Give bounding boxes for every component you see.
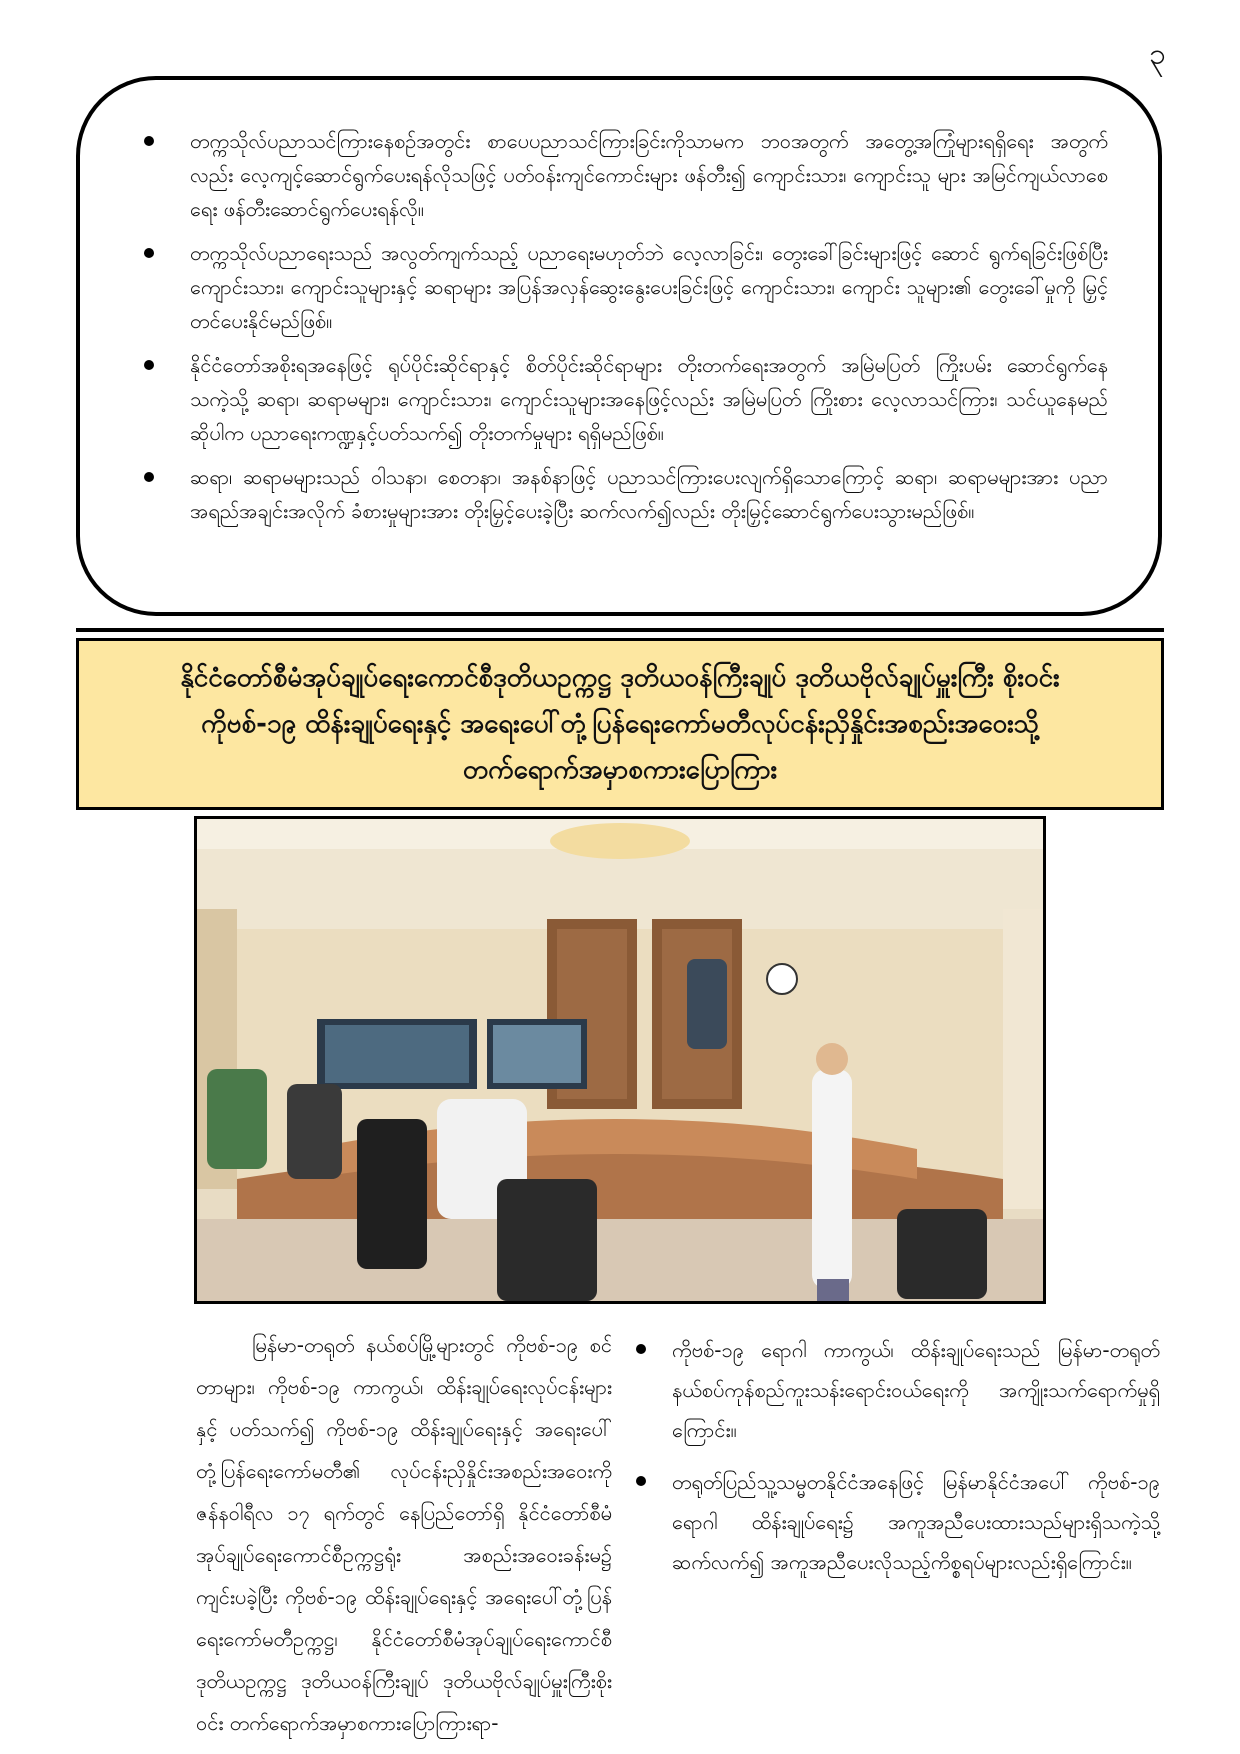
detail-bullet-list (632, 1330, 1160, 1594)
headline-line-3: တက်ရောက်အမှာစကားပြောကြား (462, 755, 778, 785)
headline-box (76, 638, 1164, 810)
summary-box (76, 76, 1162, 616)
summary-bullet: ဆရာ၊ ဆရာမများသည် ဝါသနာ၊ စေတနာ၊ အနစ်နာဖြင့် ပညာသင်ကြားပေးလျက်ရှိသောကြောင့် ဆရာ၊ ဆရာမများအား ပညာအရည်အချင်းအလိုက် ခံစားမှုများအား တိုးမြှင့်ပေးခဲ့ပြီး ဆက်လက်၍လည်း တိုးမြှင့်ဆောင်ရွက်ပေးသွားမည်ဖြစ်။ (138, 460, 1108, 528)
summary-bullet: တက္ကသိုလ်ပညာသင်ကြားနေစဉ်အတွင်း စာပေပညာသင်ကြားခြင်းကိုသာမက ဘဝအတွက် အတွေ့အကြုံများရရှိရေး အတွက်လည်း လေ့ကျင့်ဆောင်ရွက်ပေးရန်လိုသဖြင့် ပတ်ဝန်းကျင်ကောင်းများ ဖန်တီး၍ ကျောင်းသား၊ ကျောင်းသူ များ အမြင်ကျယ်လာစေရေး ဖန်တီးဆောင်ရွက်ပေးရန်လို။ (138, 124, 1108, 226)
body-paragraph-text: မြန်မာ-တရုတ် နယ်စပ်မြို့များတွင် ကိုဗစ်-၁၉ စင်တာများ၊ ကိုဗစ်-၁၉ ကာကွယ်၊ ထိန်းချုပ်ရေးလုပ်ငန်းများနှင့် ပတ်သက်၍ ကိုဗစ်-၁၉ ထိန်းချုပ်ရေးနှင့် အရေးပေါ်တုံ့ပြန်ရေးကော်မတီ၏ လုပ်ငန်းညှိနှိုင်းအစည်းအဝေးကို ဇန်နဝါရီလ ၁၇ ရက်တွင် နေပြည်တော်ရှိ နိုင်ငံတော်စီမံအုပ်ချုပ်ရေးကောင်စီဥက္ကဋ္ဌရုံး အစည်းအဝေးခန်းမ၌ ကျင်းပခဲ့ပြီး ကိုဗစ်-၁၉ ထိန်းချုပ်ရေးနှင့် အရေးပေါ်တုံ့ပြန်ရေးကော်မတီဥက္ကဋ္ဌ၊ နိုင်ငံတော်စီမံအုပ်ချုပ်ရေးကောင်စီဒုတိယဥက္ကဋ္ဌ ဒုတိယဝန်ကြီးချုပ် ဒုတိယဗိုလ်ချုပ်မှူးကြီးစိုးဝင်း တက်ရောက်အမှာစကားပြောကြားရာ- (196, 1333, 612, 1735)
meeting-photo (194, 816, 1046, 1304)
detail-bullet: တရုတ်ပြည်သူ့သမ္မတနိုင်ငံအနေဖြင့် မြန်မာနိုင်ငံအပေါ် ကိုဗစ်-၁၉ ရောဂါ ထိန်းချုပ်ရေး၌ အကူအညီပေးထားသည်များရှိသကဲ့သို့ ဆက်လက်၍ အကူအညီပေးလိုသည့်ကိစ္စရပ်များလည်းရှိကြောင်း။ (632, 1462, 1160, 1582)
section-divider (76, 628, 1164, 632)
headline-line-1: နိုင်ငံတော်စီမံအုပ်ချုပ်ရေးကောင်စီဒုတိယဥက္ကဋ္ဌ ဒုတိယဝန်ကြီးချုပ် ဒုတိယဗိုလ်ချုပ်မှူးကြီး စိုးဝင်း (180, 663, 1060, 693)
meeting-room-illustration (197, 819, 1043, 1301)
summary-bullet: တက္ကသိုလ်ပညာရေးသည် အလွတ်ကျက်သည့် ပညာရေးမဟုတ်ဘဲ လေ့လာခြင်း၊ တွေးခေါ်ခြင်းများဖြင့် ဆောင် ရွက်ရခြင်းဖြစ်ပြီး ကျောင်းသား၊ ကျောင်းသူများနှင့် ဆရာများ အပြန်အလှန်ဆွေးနွေးပေးခြင်းဖြင့် ကျောင်းသား၊ ကျောင်း သူများ၏ တွေးခေါ်မှုကို မြှင့်တင်ပေးနိုင်မည်ဖြစ်။ (138, 236, 1108, 338)
body-paragraph (196, 1324, 612, 1744)
headline-line-2: ကိုဗစ်-၁၉ ထိန်းချုပ်ရေးနှင့် အရေးပေါ်တုံ့ပြန်ရေးကော်မတီလုပ်ငန်းညှိနှိုင်းအစည်းအဝေးသို့ (201, 709, 1039, 739)
page-number: ၃ (1149, 37, 1166, 72)
summary-bullet: နိုင်ငံတော်အစိုးရအနေဖြင့် ရုပ်ပိုင်းဆိုင်ရာနှင့် စိတ်ပိုင်းဆိုင်ရာများ တိုးတက်ရေးအတွက် အမြဲမပြတ် ကြိုးပမ်း ဆောင်ရွက်နေသကဲ့သို့ ဆရာ၊ ဆရာမများ၊ ကျောင်းသား၊ ကျောင်းသူများအနေဖြင့်လည်း အမြဲမပြတ် ကြိုးစား လေ့လာသင်ကြား၊ သင်ယူနေမည်ဆိုပါက ပညာရေးကဏ္ဍနှင့်ပတ်သက်၍ တိုးတက်မှုများ ရရှိမည်ဖြစ်။ (138, 348, 1108, 450)
detail-bullet: ကိုဗစ်-၁၉ ရောဂါ ကာကွယ်၊ ထိန်းချုပ်ရေးသည် မြန်မာ-တရုတ် နယ်စပ်ကုန်စည်ကူးသန်းရောင်းဝယ်ရေးကို အကျိုးသက်ရောက်မှုရှိကြောင်း။ (632, 1330, 1160, 1450)
summary-bullet-list (138, 124, 1108, 528)
